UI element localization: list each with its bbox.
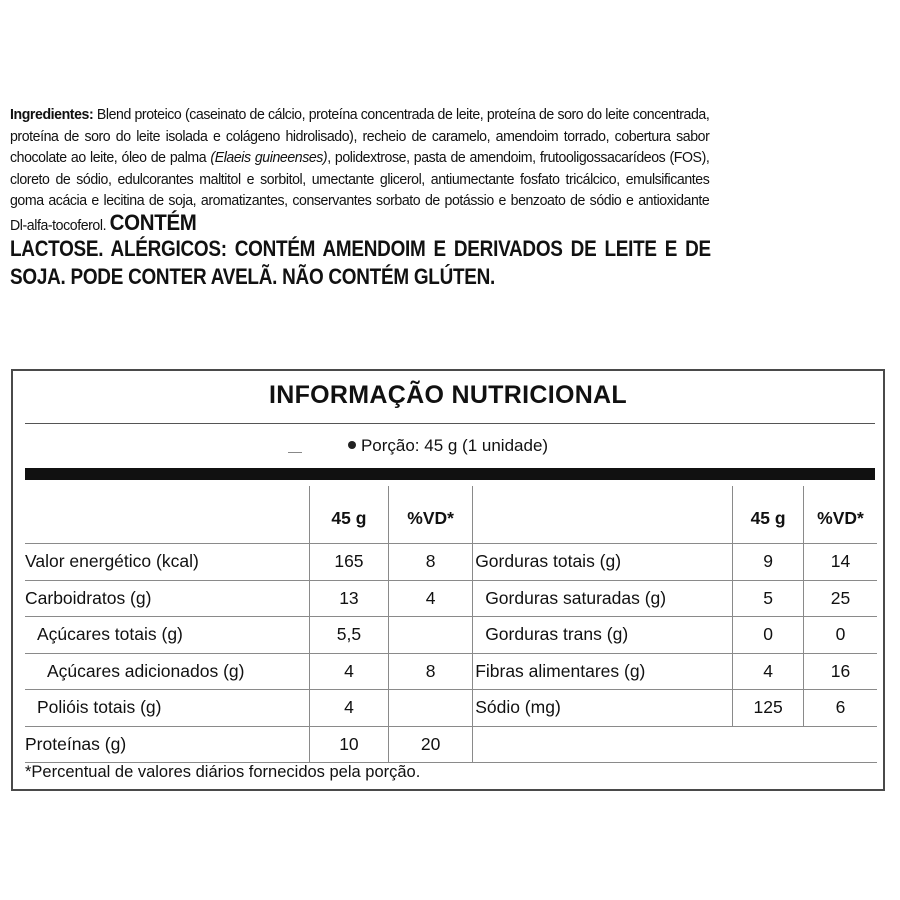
nutrient-dv: 4 <box>389 580 473 617</box>
nutrient-amount: 0 <box>733 617 804 654</box>
ingredients-block <box>10 104 710 291</box>
nutrient-name: Fibras alimentares (g) <box>473 653 733 690</box>
nutrient-dv: 8 <box>389 544 473 581</box>
header-dv: %VD* <box>389 486 473 544</box>
nutrient-name: Açúcares adicionados (g) <box>25 653 309 690</box>
nutrient-dv <box>389 617 473 654</box>
nutrient-name: Sódio (mg) <box>473 690 733 727</box>
nutrient-amount: 4 <box>309 653 388 690</box>
nutrient-amount: 5 <box>733 580 804 617</box>
nutrient-name: Valor energético (kcal) <box>25 544 309 581</box>
nutrient-dv: 25 <box>804 580 877 617</box>
nutrient-amount: 10 <box>309 726 388 763</box>
nutrient-name: Gorduras totais (g) <box>473 544 733 581</box>
portion-text: Porção: 45 g (1 unidade) <box>360 436 549 455</box>
nutrient-dv: 0 <box>804 617 877 654</box>
portion-line <box>13 436 883 456</box>
nutrition-facts-panel <box>11 369 885 791</box>
ingredients-part2: , polidextrose, pasta de amendoim, frutooligossacarídeos (FOS), cloreto de sódio, edulcorantes maltitol e sorbitol, umectante glicerol, antiumectante fosfato tricálcico, emulsificantes goma acácia e lecitina de soja, aromatizantes, conservantes sorbato de potássio e benzoato de sódio e antioxidante Dl-alfa-tocoferol. <box>10 149 710 234</box>
nutrient-amount: 4 <box>309 690 388 727</box>
table-row <box>25 617 877 654</box>
empty-cell <box>473 726 877 763</box>
nutrient-name: Gorduras trans (g) <box>473 617 733 654</box>
nutrient-amount: 125 <box>733 690 804 727</box>
divider <box>25 423 875 424</box>
ingredients-text <box>10 104 709 236</box>
ingredients-label: Ingredientes: <box>10 106 94 123</box>
nutrient-name: Proteínas (g) <box>25 726 309 763</box>
nutrient-amount: 5,5 <box>309 617 388 654</box>
table-header-row <box>25 486 877 544</box>
nutrient-dv: 16 <box>804 653 877 690</box>
footnote: *Percentual de valores diários fornecidos pela porção. <box>25 763 421 781</box>
nutrient-dv: 14 <box>804 544 877 581</box>
ingredients-part1: Blend proteico (caseinato de cálcio, proteína concentrada de leite, proteína de soro do leite concentrada, proteína de soro do leite isolada e colágeno hidrolisado), recheio de caramelo, amendoim torrado, cobertura sabor chocolate ao leite, óleo de palma <box>10 106 710 166</box>
nutrient-name: Gorduras saturadas (g) <box>473 580 733 617</box>
nutrient-dv: 20 <box>389 726 473 763</box>
header-dv-right: %VD* <box>804 486 877 544</box>
nutrition-table <box>25 486 877 763</box>
divider <box>288 452 302 453</box>
header-amount: 45 g <box>309 486 388 544</box>
allergen-inline: CONTÉM <box>109 209 197 235</box>
bullet-icon <box>348 441 356 449</box>
nutrient-amount: 165 <box>309 544 388 581</box>
nutrient-dv <box>389 690 473 727</box>
nutrient-name: Carboidratos (g) <box>25 580 309 617</box>
table-row <box>25 544 877 581</box>
nutrient-dv: 8 <box>389 653 473 690</box>
nutrient-dv: 6 <box>804 690 877 727</box>
allergen-statement: LACTOSE. ALÉRGICOS: CONTÉM AMENDOIM E DERIVADOS DE LEITE E DE SOJA. PODE CONTER AVELÃ. NÃO CONTÉM GLÚTEN. <box>10 236 711 289</box>
table-row <box>25 726 877 763</box>
nutrient-name: Açúcares totais (g) <box>25 617 309 654</box>
nutrient-amount: 13 <box>309 580 388 617</box>
nutrient-amount: 4 <box>733 653 804 690</box>
nutrient-name: Polióis totais (g) <box>25 690 309 727</box>
ingredients-scientific-name: (Elaeis guineenses) <box>210 149 328 166</box>
table-row <box>25 690 877 727</box>
header-amount-right: 45 g <box>733 486 804 544</box>
nutrition-title: INFORMAÇÃO NUTRICIONAL <box>269 381 627 409</box>
table-row <box>25 653 877 690</box>
table-row <box>25 580 877 617</box>
thick-divider <box>25 468 875 480</box>
nutrient-amount: 9 <box>733 544 804 581</box>
